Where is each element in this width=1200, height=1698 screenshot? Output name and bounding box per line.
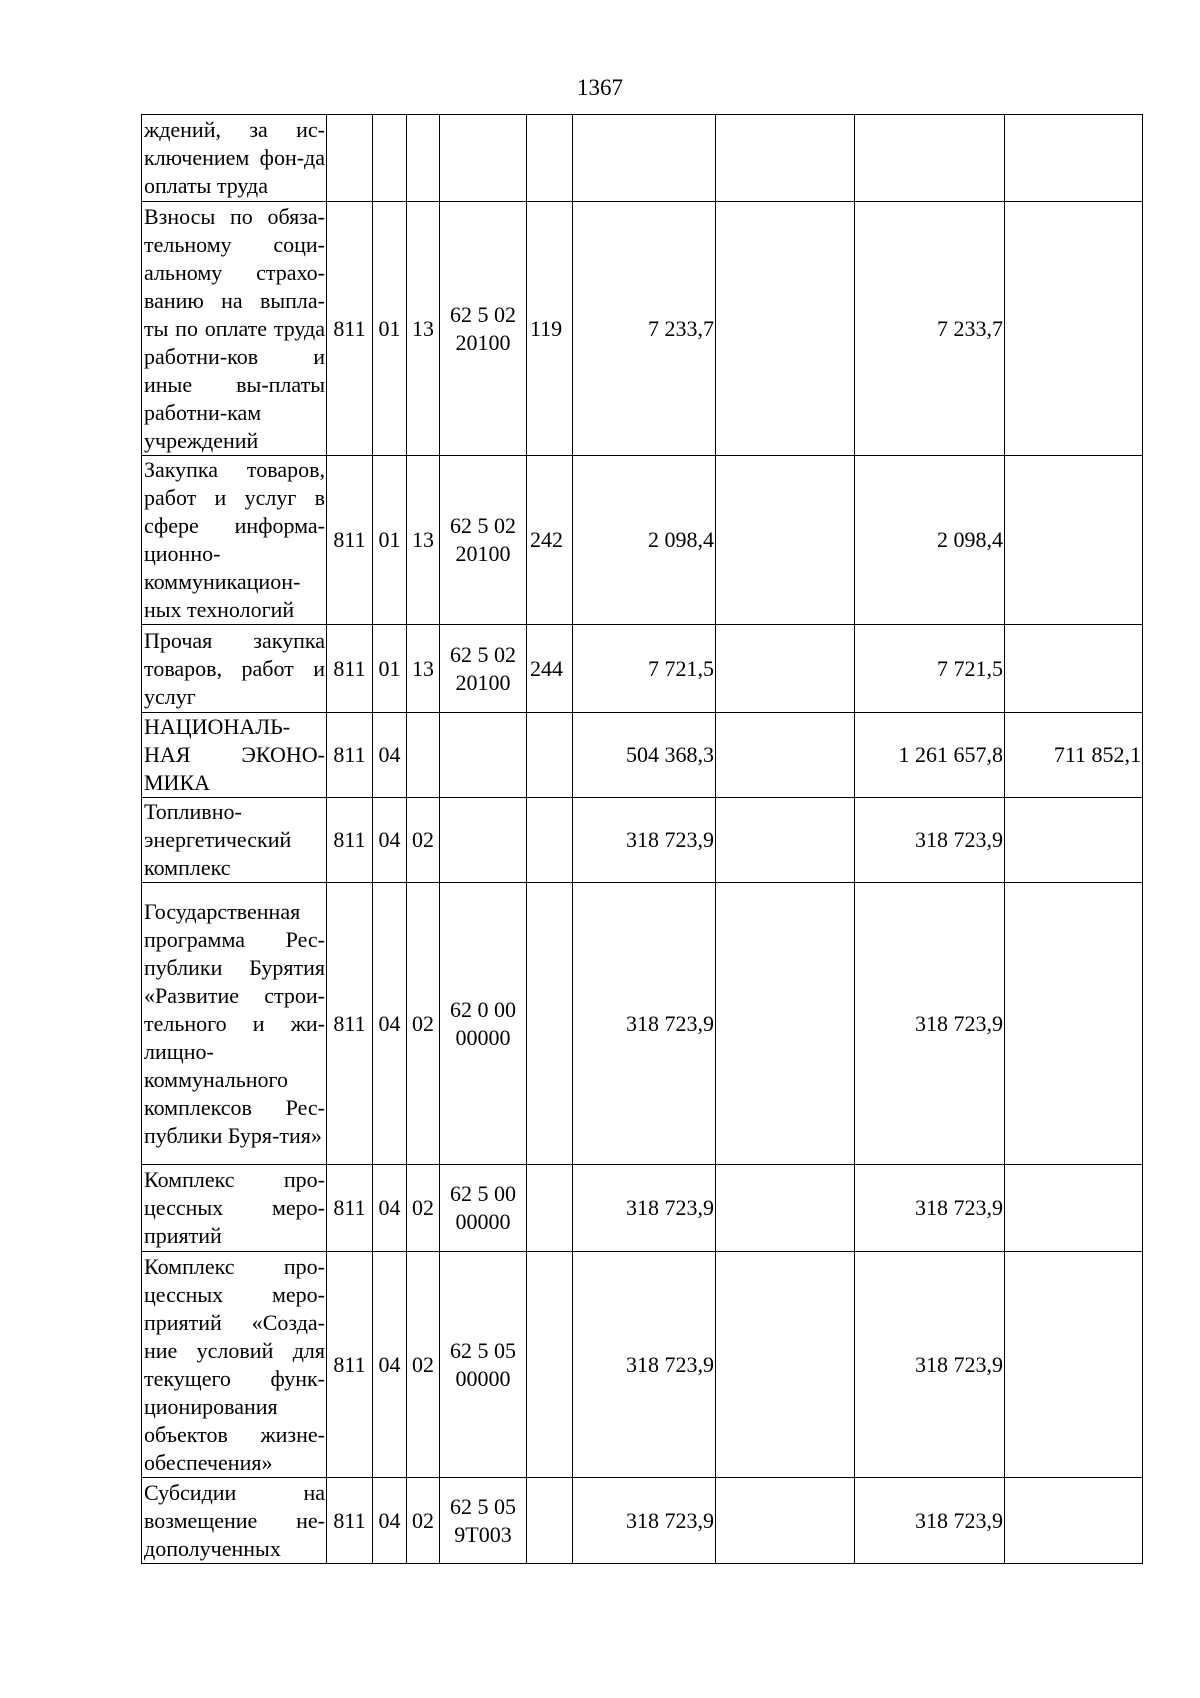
row-amount-4 <box>1005 883 1143 1165</box>
target-article-part: 62 5 00 <box>450 1181 516 1206</box>
row-amount-3: 2 098,4 <box>855 456 1005 625</box>
row-section-code: 04 <box>373 1165 407 1252</box>
target-article-part: 00000 <box>455 1209 511 1234</box>
target-article-part: 62 5 05 <box>450 1493 516 1519</box>
row-description: Комплекс про-цессных меро-приятий «Созда-ние условий для текущего функ-ционирования объектов жизне-обеспечения» <box>142 1252 327 1478</box>
row-target-article <box>440 798 527 883</box>
row-target-article <box>440 115 527 202</box>
row-grbs-code: 811 <box>327 713 373 798</box>
row-description: Государственная программа Рес-публики Бурятия «Развитие строи-тельного и жи-лищно-коммунального комплексов Рес-публики Буря-тия» <box>142 883 327 1165</box>
row-amount-2 <box>716 456 855 625</box>
row-target-article <box>440 1478 527 1564</box>
row-amount-4 <box>1005 1478 1143 1564</box>
row-expense-type <box>527 1252 573 1478</box>
row-grbs-code: 811 <box>327 202 373 456</box>
row-amount-3: 7 233,7 <box>855 202 1005 456</box>
row-amount-1: 318 723,9 <box>573 1165 716 1252</box>
row-amount-2 <box>716 625 855 713</box>
row-amount-2 <box>716 883 855 1165</box>
row-amount-3: 318 723,9 <box>855 1165 1005 1252</box>
table-row <box>142 1165 1143 1252</box>
row-amount-1: 318 723,9 <box>573 883 716 1165</box>
row-description: Топливно-энергетический комплекс <box>142 798 327 883</box>
row-target-article <box>440 1165 527 1252</box>
row-amount-4 <box>1005 115 1143 202</box>
row-subsection-code: 02 <box>407 883 440 1165</box>
row-expense-type: 119 <box>527 202 573 456</box>
table-row <box>142 625 1143 713</box>
row-grbs-code: 811 <box>327 625 373 713</box>
target-article-part: 20100 <box>455 541 511 566</box>
row-expense-type <box>527 883 573 1165</box>
target-article-part: 00000 <box>455 1024 511 1050</box>
row-amount-3 <box>855 115 1005 202</box>
row-target-article <box>440 1252 527 1478</box>
row-description: НАЦИОНАЛЬ-НАЯ ЭКОНО-МИКА <box>142 713 327 798</box>
row-target-article <box>440 456 527 625</box>
row-amount-1: 504 368,3 <box>573 713 716 798</box>
row-grbs-code: 811 <box>327 883 373 1165</box>
row-section-code: 04 <box>373 798 407 883</box>
page-number: 1367 <box>577 75 623 100</box>
target-article-part: 62 5 02 <box>450 513 516 538</box>
row-amount-1: 318 723,9 <box>573 1478 716 1564</box>
row-amount-2 <box>716 1165 855 1252</box>
row-target-article <box>440 202 527 456</box>
target-article-part: 62 5 02 <box>450 301 516 327</box>
row-description: Субсидии на возмещение не-дополученных <box>142 1478 327 1564</box>
row-target-article <box>440 625 527 713</box>
target-article-part: 20100 <box>455 669 511 695</box>
row-subsection-code: 02 <box>407 798 440 883</box>
table-row <box>142 115 1143 202</box>
row-amount-2 <box>716 1252 855 1478</box>
row-section-code: 04 <box>373 1252 407 1478</box>
row-subsection-code <box>407 115 440 202</box>
row-expense-type <box>527 115 573 202</box>
row-description: Комплекс про-цессных меро-приятий <box>142 1165 327 1252</box>
row-grbs-code: 811 <box>327 1165 373 1252</box>
target-article-part: 20100 <box>455 329 511 355</box>
row-amount-1: 2 098,4 <box>573 456 716 625</box>
row-description: ждений, за ис-ключением фон-да оплаты труда <box>142 115 327 202</box>
row-amount-3: 318 723,9 <box>855 798 1005 883</box>
table-row <box>142 713 1143 798</box>
row-subsection-code: 02 <box>407 1252 440 1478</box>
row-amount-1: 7 721,5 <box>573 625 716 713</box>
row-amount-4 <box>1005 456 1143 625</box>
row-amount-3: 318 723,9 <box>855 1478 1005 1564</box>
row-expense-type <box>527 713 573 798</box>
row-amount-4 <box>1005 625 1143 713</box>
table-row <box>142 1252 1143 1478</box>
budget-table <box>141 114 1143 1564</box>
row-amount-1: 318 723,9 <box>573 798 716 883</box>
target-article-part: 9Т003 <box>454 1521 512 1547</box>
row-amount-3: 1 261 657,8 <box>855 713 1005 798</box>
table-body <box>142 115 1143 1564</box>
row-amount-2 <box>716 1478 855 1564</box>
row-amount-4 <box>1005 1252 1143 1478</box>
row-amount-4 <box>1005 798 1143 883</box>
table-row <box>142 456 1143 625</box>
row-expense-type <box>527 798 573 883</box>
row-amount-1: 318 723,9 <box>573 1252 716 1478</box>
row-subsection-code: 02 <box>407 1165 440 1252</box>
table-row <box>142 202 1143 456</box>
row-grbs-code: 811 <box>327 1478 373 1564</box>
row-section-code: 01 <box>373 625 407 713</box>
target-article-part: 00000 <box>455 1365 511 1391</box>
row-amount-2 <box>716 798 855 883</box>
row-description: Закупка товаров, работ и услуг в сфере информа-ционно-коммуникацион-ных технологий <box>142 456 327 625</box>
row-subsection-code: 13 <box>407 202 440 456</box>
row-amount-4 <box>1005 202 1143 456</box>
target-article-part: 62 5 02 <box>450 641 516 667</box>
row-subsection-code: 13 <box>407 625 440 713</box>
row-expense-type: 244 <box>527 625 573 713</box>
row-subsection-code <box>407 713 440 798</box>
row-section-code: 04 <box>373 883 407 1165</box>
row-grbs-code: 811 <box>327 1252 373 1478</box>
table-row <box>142 883 1143 1165</box>
row-section-code: 04 <box>373 713 407 798</box>
table-row <box>142 1478 1143 1564</box>
row-description: Взносы по обяза-тельному соци-альному страхо-ванию на выпла-ты по оплате труда работни-ков и иные вы-платы работни-кам учреждений <box>142 202 327 456</box>
row-amount-3: 318 723,9 <box>855 1252 1005 1478</box>
row-amount-2 <box>716 115 855 202</box>
row-amount-2 <box>716 202 855 456</box>
row-expense-type: 242 <box>527 456 573 625</box>
row-amount-4: 711 852,1 <box>1005 713 1143 798</box>
row-amount-3: 318 723,9 <box>855 883 1005 1165</box>
row-expense-type <box>527 1478 573 1564</box>
row-subsection-code: 02 <box>407 1478 440 1564</box>
row-target-article <box>440 883 527 1165</box>
row-section-code <box>373 115 407 202</box>
table-row <box>142 798 1143 883</box>
row-description: Прочая закупка товаров, работ и услуг <box>142 625 327 713</box>
row-amount-3: 7 721,5 <box>855 625 1005 713</box>
row-expense-type <box>527 1165 573 1252</box>
row-amount-1 <box>573 115 716 202</box>
row-grbs-code: 811 <box>327 798 373 883</box>
row-amount-4 <box>1005 1165 1143 1252</box>
row-grbs-code: 811 <box>327 456 373 625</box>
row-target-article <box>440 713 527 798</box>
row-amount-1: 7 233,7 <box>573 202 716 456</box>
row-amount-2 <box>716 713 855 798</box>
row-section-code: 01 <box>373 202 407 456</box>
target-article-part: 62 0 00 <box>450 996 516 1022</box>
row-section-code: 04 <box>373 1478 407 1564</box>
row-section-code: 01 <box>373 456 407 625</box>
target-article-part: 62 5 05 <box>450 1337 516 1363</box>
row-subsection-code: 13 <box>407 456 440 625</box>
row-grbs-code <box>327 115 373 202</box>
